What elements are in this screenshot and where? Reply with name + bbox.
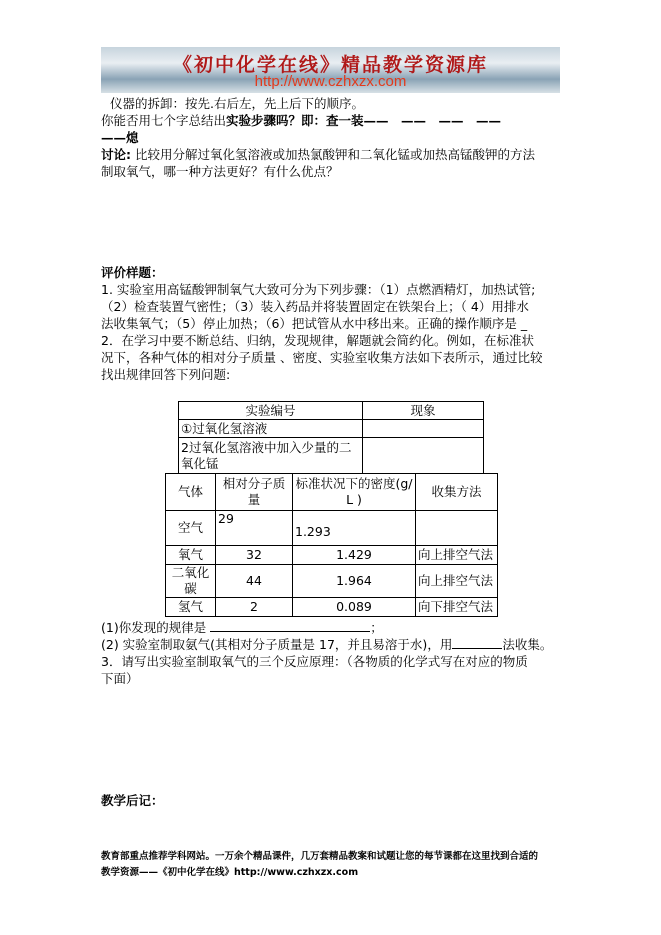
- table-cell: [363, 420, 484, 438]
- discussion-label: 讨论:: [101, 147, 131, 162]
- table-cell: 29: [216, 511, 293, 546]
- text-line: 3．请写出实验室制取氧气的三个反应原理：（各物质的化学式写在对应的物质: [101, 654, 528, 669]
- table-cell: 32: [216, 546, 293, 565]
- table-cell: 44: [216, 565, 293, 598]
- table-cell: 空气: [166, 511, 216, 546]
- heading-text: 教学后记：: [101, 793, 164, 808]
- question-line: [101, 636, 571, 653]
- text: 法收集。: [502, 637, 553, 652]
- table-cell: [363, 438, 484, 474]
- footer-line: 教育部重点推荐学科网站。一万余个精品课件，几万套精品教案和试题让您的每节课都在这里找到合适的: [101, 851, 539, 862]
- table-cell: ①过氧化氢溶液: [179, 420, 363, 438]
- text: 比较用分解过氧化氢溶液或加热氯酸钾和二氧化锰或加热高锰酸钾的方法: [131, 147, 535, 162]
- answer-blank[interactable]: [452, 636, 502, 649]
- table-cell: 0.089: [293, 598, 416, 617]
- table-cell: 二氧化碳: [166, 565, 216, 598]
- section-heading: [101, 264, 571, 281]
- gas-table: [165, 473, 498, 617]
- bold-text: ——熄: [101, 130, 139, 145]
- text-line: （2）检查装置气密性；（3）装入药品并将装置固定在铁架台上；（ 4）用排水: [101, 299, 529, 314]
- table-cell: 氧气: [166, 546, 216, 565]
- text: (1)你发现的规律是: [101, 620, 211, 635]
- document-body: [101, 0, 571, 901]
- table-cell: 2过氧化氢溶液中加入少量的二氧化锰: [179, 438, 363, 474]
- text-line: 制取氧气，哪一种方法更好？有什么优点？: [101, 164, 339, 179]
- table-cell: 氢气: [166, 598, 216, 617]
- table-cell: 向上排空气法: [416, 546, 498, 565]
- table-header: 标准状况下的密度(g/L ): [293, 474, 416, 511]
- banner-title: 《初中化学在线》精品教学资源库: [172, 54, 488, 76]
- text-line: 2．在学习中要不断总结、归纳，发现规律，解题就会简约化。例如，在标准状: [101, 333, 534, 348]
- table-cell: 1.293: [293, 511, 416, 546]
- table-header: 收集方法: [416, 474, 498, 511]
- text-line: 仪器的拆卸：按先.右后左，先上后下的顺序。: [110, 96, 364, 111]
- table-cell: [416, 511, 498, 546]
- text-line: [101, 112, 571, 129]
- heading-text: 评价样题：: [101, 265, 164, 280]
- text-line: 况下，各种气体的相对分子质量 、密度、实验室收集方法如下表所示，通过比较: [101, 350, 543, 365]
- text-line: 下面）: [101, 671, 139, 686]
- text: ；: [370, 620, 383, 635]
- table-cell: 1.964: [293, 565, 416, 598]
- text-line: 法收集氧气；（5）停止加热；（6）把试管从水中移出来。正确的操作顺序是 _: [101, 316, 528, 331]
- table-header: 相对分子质量: [216, 474, 293, 511]
- question-line: [101, 619, 571, 636]
- banner-url: http://www.czhxzx.com: [254, 73, 407, 90]
- table-cell: 向下排空气法: [416, 598, 498, 617]
- table-cell: 1.429: [293, 546, 416, 565]
- discussion-line: [101, 146, 571, 163]
- text: (2) 实验室制取氨气(其相对分子质量是 17，并且易溶于水)，用: [101, 637, 453, 652]
- table-header: 实验编号: [179, 402, 363, 420]
- table-header: 气体: [166, 474, 216, 511]
- table-cell: 2: [216, 598, 293, 617]
- bold-text: 实验步骤吗？即：查一装—— —— —— ——: [226, 113, 502, 128]
- answer-blank[interactable]: [210, 619, 370, 632]
- text-line: 1. 实验室用高锰酸钾制氧气大致可分为下列步骤：（1）点燃酒精灯，加热试管;: [101, 282, 536, 297]
- table-cell: 向上排空气法: [416, 565, 498, 598]
- table-header: 现象: [363, 402, 484, 420]
- section-heading: [101, 792, 571, 809]
- experiment-table: [178, 401, 484, 474]
- text: 你能否用七个字总结出: [101, 113, 227, 128]
- tables-block: [101, 401, 571, 617]
- text-line: 找出规律回答下列问题:: [101, 367, 231, 382]
- text-line: [101, 129, 571, 146]
- footer-line: 教学资源——《初中化学在线》http://www.czhxzx.com: [101, 867, 359, 878]
